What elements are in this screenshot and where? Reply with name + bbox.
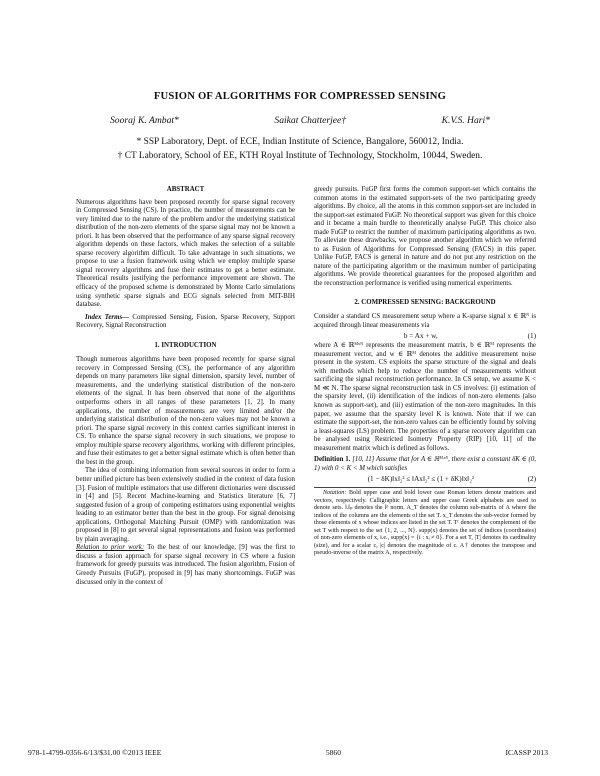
notation-footnote [314,490,536,558]
page-footer [28,748,548,757]
paragraph: Consider a standard CS measurement setup where a K-sparse signal x ∈ ℝᴺ is acquired through linear measurements via [314,313,536,329]
abstract-text: Numerous algorithms have been proposed recently for sparse signal recovery in Compressed Sensing (CS). In practice, the number of measurements can be very limited due to the nature of the problem and/or the underlying statistical distribution of the non-zero elements of the sparse signal may not be known a priori. It has been observed that the performance of any sparse signal recovery algorithm depends on these factors, which makes the selection of a suitable sparse recovery algorithm difficult. To take advantage in such situations, we propose to use a fusion framework using which we employ multiple sparse signal recovery algorithms and fuse their estimates to get a better estimate. Theoretical results justifying the performance improvement are shown. The efficacy of the proposed scheme is demonstrated by Monte Carlo simulations using synthetic sparse signals and ECG signals selected from MIT-BIH database. [76,198,295,309]
footnote-divider [314,487,536,488]
section-heading: 1. INTRODUCTION [154,341,217,349]
definition-label: Definition 1. [314,456,351,464]
author-list [110,115,490,126]
equation [314,473,536,485]
index-terms [76,314,295,331]
right-column [314,186,536,558]
paper-title: FUSION OF ALGORITHMS FOR COMPRESSED SENSING [153,91,447,102]
author-name: K.V.S. Hari* [441,115,490,126]
affiliation: † CT Laboratory, School of EE, KTH Royal Institute of Technology, Stockholm, 10044, Sweden. [117,151,483,161]
author-name: Saikat Chatterjee† [274,115,347,126]
prior-work-label: Relation to prior work: [76,544,145,552]
paragraph: where A ∈ ℝᴹˣᴺ represents the measurement matrix, b ∈ ℝᴹ represents the measurement vector, and w ∈ ℝᴹ denotes the additive measurement noise present in the system. CS exploits the sparse structure of the signal and deals with methods which help to reduce the number of measurements without sacrificing the signal reconstruction performance. In CS setup, we assume K < M ≪ N. The sparse signal reconstruction task in CS involves: (i) estimation of the sparsity level, (ii) identification of the indices of non-zero elements (also known as support-set), and (iii) estimation of the non-zero magnitudes. In this paper, we assume that the sparsity level K is known. Note that if we can estimate the support-set, the non-zero values can be efficiently found by solving a least-squares (LS) problem. The properties of a sparse recovery algorithm can be analysed using Restricted Isometry Property (RIP) [10, 11] of the measurement matrix which is defined as follows. [314,342,536,452]
footer-copyright: 978-1-4799-0356-6/13/$31.00 ©2013 IEEE [28,748,162,757]
section-heading: 2. COMPRESSED SENSING: BACKGROUND [354,298,496,306]
left-column [76,186,295,587]
paragraph: greedy pursuits. FuGP first forms the common support-set which contains the common atoms in the estimated support-sets of the two participating greedy algorithms. By choice, all the atoms in this common support-set are included in the support-set estimated FuGP. No theoretical support was given for this choice and it became a main hurdle to theoretically analyse FuGP. This choice also made FuGP to restrict the number of maximum participating algorithms as two. To alleviate these drawbacks, we propose another algorithm which we referred to as Fusion of Algorithms for Compressed Sensing (FACS) in this paper. Unlike FuGP, FACS is general in nature and do not put any restriction on the nature of the participating algorithm or the maximum number of participating algorithms. We provide theoretical guarantees for the proposed algorithm and the reconstruction performance is verified using numerical experiments. [314,186,536,288]
definition [314,456,536,473]
equation [314,330,536,342]
notation-paragraph [314,490,536,558]
paragraph [76,544,295,587]
equation-body: (1 − δK)‖x‖₂² ≤ ‖Ax‖₂² ≤ (1 + δK)‖x‖₂² [367,475,474,484]
definition-text: [10, 11] Assume that for A ∈ ℝᴹˣᴺ, there exist a constant δK ∈ (0, 1) with 0 < K < M which satisfies [314,456,536,472]
notation-label: Notation: [323,490,347,497]
notation-text: Bold upper case and bold lower case Roman letters denote matrices and vectors, respectively. Calligraphic letters and upper case Greek alphabets are used to denote sets. ‖.‖ₚ denotes the lᵖ norm. A_T denotes the column sub-matrix of A where the indices of the columns are the elements of the set T. x_T denotes the sub-vector formed by those elements of x whose indices are listed in the set T. Tᶜ denotes the complement of the set T with respect to the set {1, 2, ..., N}. supp(x) denotes the set of indices (coordinates) of non-zero elements of x, i.e., supp(x) = {i : xᵢ ≠ 0}. For a set T, |T| denotes its cardinality (size), and for a scalar c, |c| denotes the magnitude of c. A† denotes the transpose and pseudo-inverse of the matrix A, respectively. [314,490,536,557]
equation-body: b = Ax + w, [403,331,438,340]
affiliation: * SSP Laboratory, Dept. of ECE, Indian Institute of Science, Bangalore, 560012, India. [136,137,464,147]
index-terms-text: Compressed Sensing, Fusion, Sparse Recovery, Support Recovery, Signal Reconstruction [76,313,295,330]
index-terms-label: Index Terms— [85,313,130,321]
author-name: Sooraj K. Ambat* [110,115,179,126]
prior-work-text: To the best of our knowledge, [9] was the first to discuss a fusion approach for sparse signal recovery in CS where a fusion framework for greedy pursuits was introduced. The fusion algorithm, Fusion of Greedy Pursuits (FuGP), proposed in [9] has many shortcomings. FuGP was discussed only in the context of [76,544,295,586]
paragraph: Though numerous algorithms have been proposed recently for sparse signal recovery in Compressed Sensing (CS), the performance of any algorithm depends on many parameters like signal dimension, sparsity level, number of measurements, and the underlying statistical distribution of the non-zero elements of the signal. It has been observed that none of the algorithms outperforms others in all ranges of these parameters [1, 2]. In many applications, the number of measurements are very limited and/or the underlying statistical distribution of the non-zero values may not be known a priori. The sparse signal recovery in this context carries significant interest in CS. To enhance the sparse signal recovery in such situations, we propose to employ multiple sparse recovery algorithms, working with different principles, and fuse their estimates to get a better signal estimate which is often better than the best in the group. [76,356,295,466]
paragraph: The idea of combining information from several sources in order to form a better unified picture has been extensively studied in the context of data fusion [3]. Fusion of multiple estimators that use different dictionaries were discussed in [4] and [5]. Recent Machine-learning and Statistics literature [6, 7] suggested fusion of a group of competing estimators using exponential weights leading to an estimator better than the best in the group. For signal denoising applications, Orthogonal Matching Pursuit (OMP) with randomization was proposed in [8] to get several signal representations and fusion was performed by plain averaging. [76,467,295,543]
page-number: 5860 [325,748,341,757]
abstract-heading: ABSTRACT [166,186,205,193]
conference-name: ICASSP 2013 [505,748,548,757]
equation-number: (1) [527,331,536,340]
equation-number: (2) [527,475,536,484]
